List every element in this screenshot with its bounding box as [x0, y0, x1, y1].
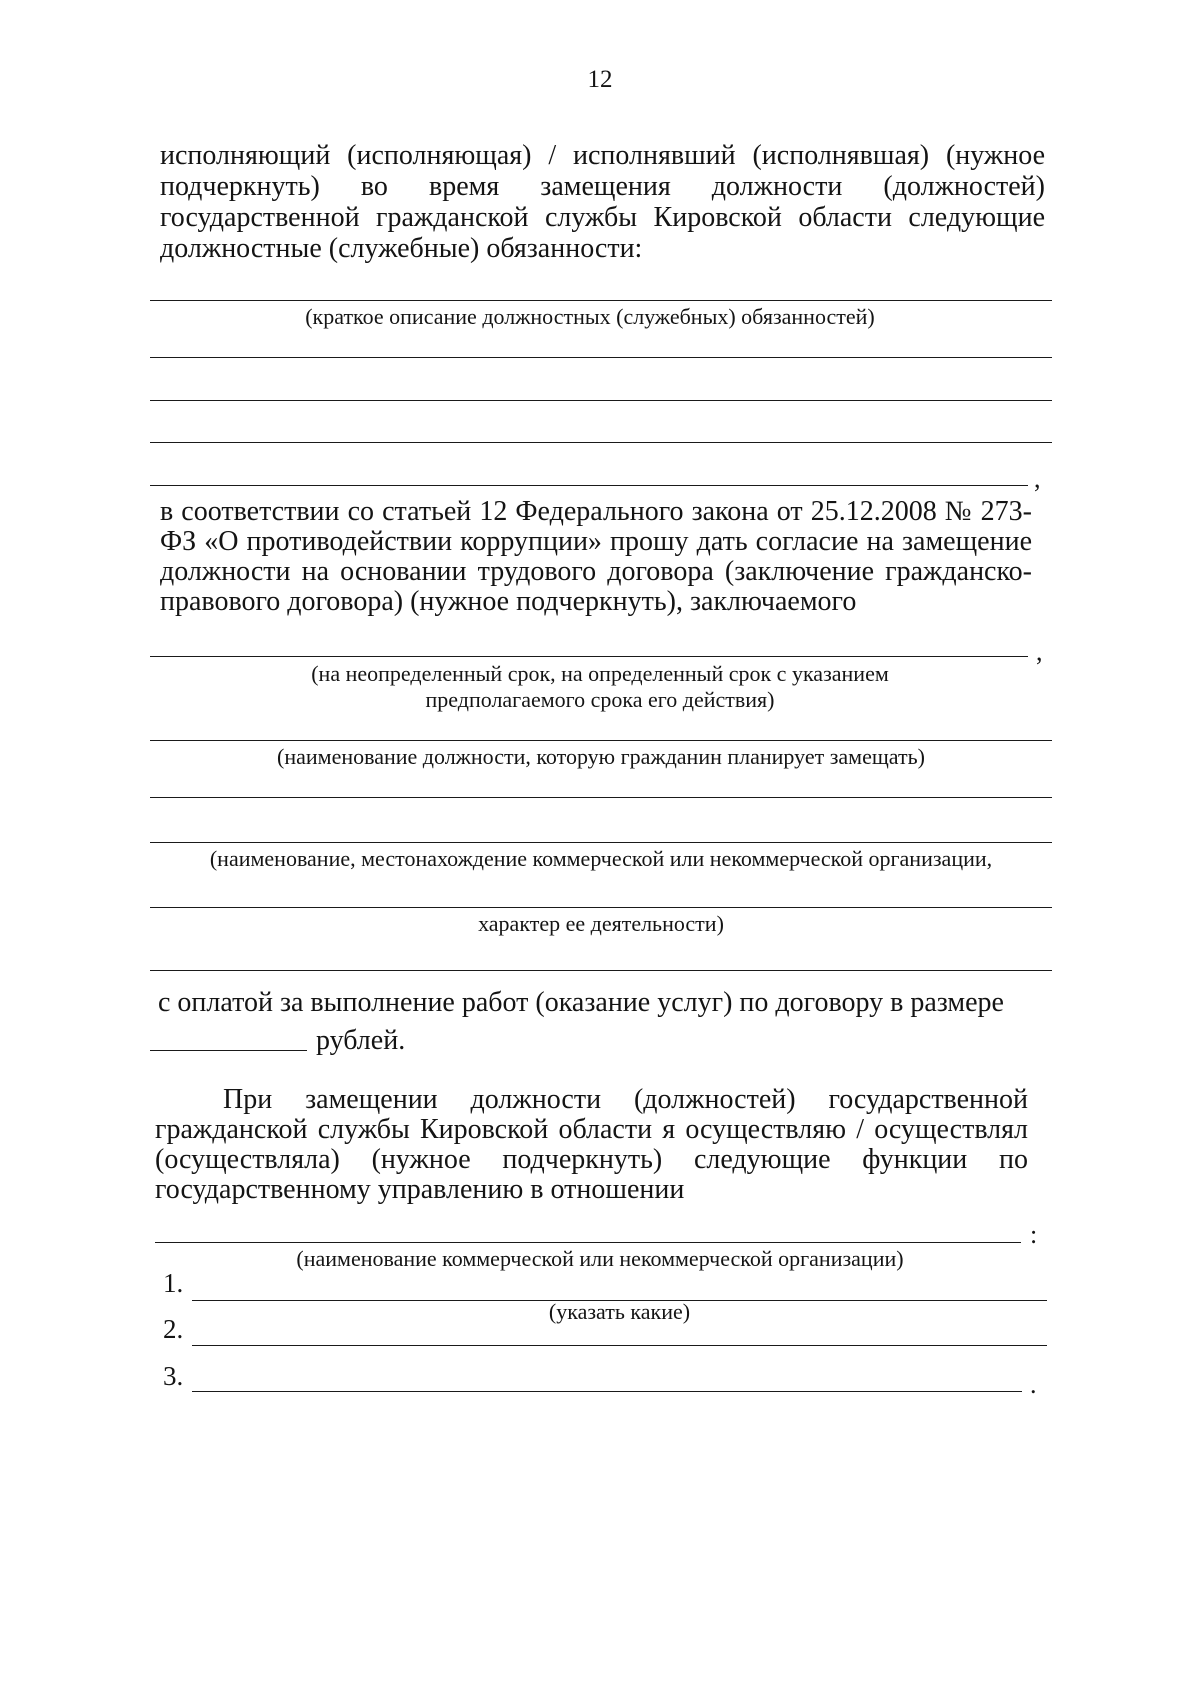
fill-line-activity — [150, 907, 1052, 908]
payment-line: с оплатой за выполнение работ (оказание услуг) по договору в размере — [158, 987, 1004, 1018]
caption-org: (наименование, местонахождение коммерческой или некоммерческой организации, — [209, 846, 993, 871]
caption-term-line1: (на неопределенный срок, на определенный срок с указанием — [311, 661, 889, 686]
fill-line-item-2 — [192, 1345, 1047, 1346]
fill-line-position — [150, 740, 1052, 741]
rubles-label: рублей. — [316, 1025, 406, 1056]
caption-duties: (краткое описание должностных (служебных) обязанностей) — [305, 304, 875, 329]
fill-line-term — [150, 656, 1028, 657]
fill-line-org — [150, 842, 1052, 843]
consent-paragraph: в соответствии со статьей 12 Федерального закона от 25.12.2008 № 273-ФЗ «О противодействии коррупции» прошу дать согласие на замещение должности на основании трудового договора (заключение гражданско-правового договора) (нужное подчеркнуть), заключаемого — [160, 496, 1032, 617]
fill-line-item-3 — [192, 1391, 1022, 1392]
page-number: 12 — [587, 66, 613, 93]
fill-line-activity-2 — [150, 970, 1052, 971]
caption-activity: характер ее деятельности) — [478, 911, 724, 936]
comma-2: , — [1036, 637, 1043, 666]
caption-specify: (указать какие) — [548, 1299, 691, 1324]
fill-line-amount — [150, 1050, 307, 1051]
caption-org-name: (наименование коммерческой или некоммерческой организации) — [296, 1246, 904, 1271]
fill-line-duties-2 — [150, 357, 1052, 358]
caption-position: (наименование должности, которую гражданин планирует замещать) — [277, 744, 925, 769]
comma-1: , — [1034, 464, 1041, 493]
fill-line-duties-1 — [150, 300, 1052, 301]
fill-line-duties-3 — [150, 400, 1052, 401]
colon: : — [1030, 1220, 1038, 1249]
period: . — [1030, 1370, 1037, 1399]
functions-paragraph: При замещении должности (должностей) государственной гражданской службы Кировской области я осуществляю / осуществлял (осуществляла) (нужное подчеркнуть) следующие функции по государственному управлению в отношении — [155, 1084, 1028, 1205]
item-number-2: 2. — [163, 1314, 184, 1344]
caption-term-line2: предполагаемого срока его действия) — [425, 687, 775, 712]
item-number-1: 1. — [163, 1268, 184, 1298]
fill-line-duties-4 — [150, 442, 1052, 443]
fill-line-duties-5 — [150, 485, 1028, 486]
fill-line-org-name — [155, 1242, 1021, 1243]
item-number-3: 3. — [163, 1361, 184, 1391]
fill-line-position-2 — [150, 797, 1052, 798]
intro-paragraph: исполняющий (исполняющая) / исполнявший (исполнявшая) (нужное подчеркнуть) во время замещения должности (должностей) государственной гражданской службы Кировской области следующие должностные (служебные) обязанности: — [160, 140, 1045, 264]
